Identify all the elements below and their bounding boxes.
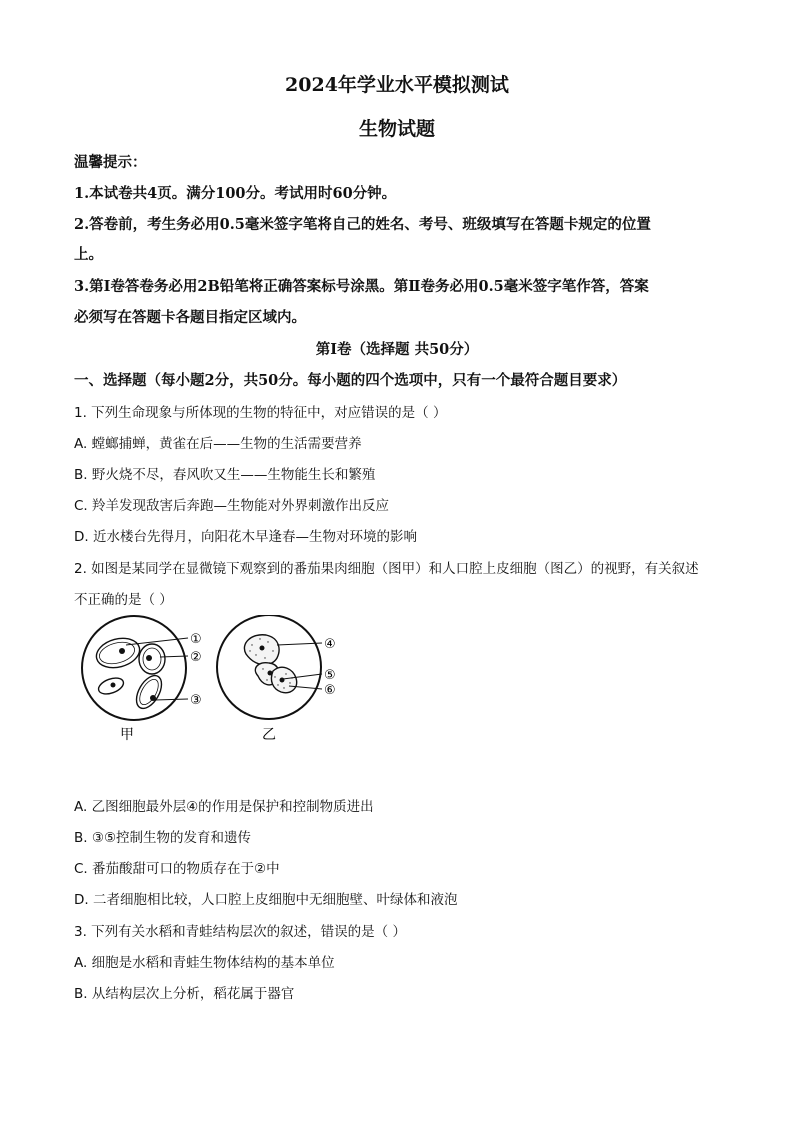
subject-title: 生物试题 <box>358 118 435 140</box>
notice-item-2: 2.答卷前，考生务必用0.5毫米签字笔将自己的姓名、考号、班级填写在答题卡规定的位置 <box>74 216 651 233</box>
q1-option-d: D. 近水楼台先得月，向阳花木早逢春—生物对环境的影响 <box>74 529 417 545</box>
q2-option-b: B. ③⑤控制生物的发育和遗传 <box>74 830 252 846</box>
label-3: ③ <box>190 693 202 708</box>
oral-cells-field <box>217 615 322 719</box>
q3-stem: 3. 下列有关水稻和青蛙结构层次的叙述，错误的是（ ） <box>74 924 406 940</box>
label-5: ⑤ <box>324 668 336 683</box>
cell-figure <box>70 615 370 745</box>
q2-option-a: A. 乙图细胞最外层④的作用是保护和控制物质进出 <box>74 799 374 815</box>
q3-option-a: A. 细胞是水稻和青蛙生物体结构的基本单位 <box>74 955 335 971</box>
exam-title: 2024年学业水平模拟测试 <box>285 74 509 96</box>
label-1: ① <box>190 632 202 647</box>
notice-item-2-cont: 上。 <box>74 246 103 263</box>
q1-option-c: C. 羚羊发现敌害后奔跑—生物能对外界刺激作出反应 <box>74 498 390 514</box>
label-6: ⑥ <box>324 683 336 698</box>
notice-item-3: 3.第Ⅰ卷答卷务必用2B铅笔将正确答案标号涂黑。第Ⅱ卷务必用0.5毫米签字笔作答，答案 <box>74 278 649 295</box>
notice-item-3-cont: 必须写在答题卡各题目指定区域内。 <box>74 309 306 326</box>
caption-yi: 乙 <box>262 727 276 743</box>
q3-option-b: B. 从结构层次上分析，稻花属于器官 <box>74 986 295 1002</box>
q2-stem: 2. 如图是某同学在显微镜下观察到的番茄果肉细胞（图甲）和人口腔上皮细胞（图乙）的视野，有关叙述 <box>74 561 699 577</box>
part1-heading: 第Ⅰ卷（选择题 共50分） <box>315 341 479 358</box>
notice-heading: 温馨提示： <box>74 154 147 171</box>
q2-option-d: D. 二者细胞相比较，人口腔上皮细胞中无细胞壁、叶绿体和液泡 <box>74 892 458 908</box>
q1-option-b: B. 野火烧不尽，春风吹又生——生物能生长和繁殖 <box>74 467 376 483</box>
q1-stem: 1. 下列生命现象与所体现的生物的特征中，对应错误的是（ ） <box>74 405 447 421</box>
q1-option-a: A. 螳螂捕蝉，黄雀在后——生物的生活需要营养 <box>74 436 362 452</box>
label-4: ④ <box>324 637 336 652</box>
notice-item-1: 1.本试卷共4页。满分100分。考试用时60分钟。 <box>74 185 397 202</box>
q2-stem-cont: 不正确的是（ ） <box>74 592 173 608</box>
q2-option-c: C. 番茄酸甜可口的物质存在于②中 <box>74 861 280 877</box>
label-2: ② <box>190 650 202 665</box>
caption-jia: 甲 <box>120 727 134 743</box>
section-heading: 一、选择题（每小题2分，共50分。每小题的四个选项中，只有一个最符合题目要求） <box>74 372 627 389</box>
tomato-cells-field <box>82 616 188 720</box>
